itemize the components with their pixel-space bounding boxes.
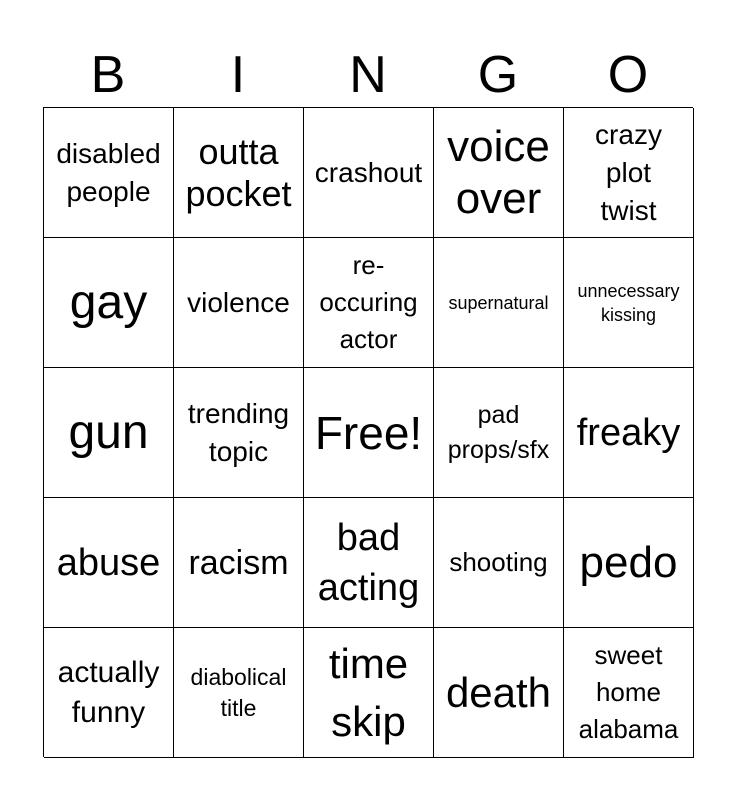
cell-label: violence — [187, 286, 290, 318]
bingo-cell[interactable] — [304, 628, 434, 758]
cell-label: crazy plot twist — [595, 118, 662, 226]
bingo-cell[interactable] — [434, 498, 564, 628]
bingo-cell[interactable] — [44, 108, 174, 238]
cell-label: outta pocket — [185, 130, 292, 214]
cell-label: pedo — [579, 537, 678, 587]
bingo-cell[interactable] — [304, 238, 434, 368]
bingo-cell[interactable] — [434, 238, 564, 368]
bingo-cell[interactable] — [564, 498, 694, 628]
cell-label: abuse — [56, 541, 161, 584]
cell-label: crashout — [314, 156, 423, 188]
bingo-header — [43, 44, 693, 106]
bingo-cell[interactable] — [174, 368, 304, 498]
header-letter-g: G — [477, 46, 519, 104]
bingo-cell[interactable] — [434, 108, 564, 238]
cell-label: voice over — [447, 121, 550, 223]
cell-label: actually funny — [57, 655, 160, 729]
bingo-cell[interactable] — [44, 628, 174, 758]
header-letter-n: N — [349, 46, 387, 104]
cell-label: bad acting — [317, 516, 420, 609]
bingo-cell[interactable] — [434, 368, 564, 498]
cell-label: gun — [68, 405, 149, 459]
cell-label: diabolical title — [190, 663, 287, 721]
bingo-cell[interactable] — [564, 628, 694, 758]
cell-label: gay — [69, 275, 148, 329]
bingo-cell[interactable] — [174, 238, 304, 368]
bingo-cell[interactable] — [304, 108, 434, 238]
bingo-cell free-space[interactable] — [304, 368, 434, 498]
cell-label: trending topic — [187, 397, 290, 467]
cell-label: racism — [188, 543, 289, 582]
bingo-cell[interactable] — [44, 498, 174, 628]
bingo-cell[interactable] — [564, 368, 694, 498]
header-letter-o: O — [607, 46, 649, 104]
cell-label: pad props/sfx — [447, 400, 550, 464]
bingo-board — [43, 107, 693, 757]
bingo-cell[interactable] — [44, 368, 174, 498]
cell-label: disabled people — [56, 137, 161, 207]
cell-label: sweet home alabama — [578, 640, 679, 744]
bingo-cell[interactable] — [44, 238, 174, 368]
cell-label: re- occuring actor — [319, 250, 418, 354]
cell-label: freaky — [576, 411, 681, 454]
cell-label: shooting — [449, 547, 548, 577]
bingo-cell[interactable] — [564, 238, 694, 368]
header-letter-i: I — [230, 46, 246, 104]
free-space-label: Free! — [314, 406, 423, 459]
bingo-cell[interactable] — [564, 108, 694, 238]
bingo-cell[interactable] — [174, 498, 304, 628]
bingo-cell[interactable] — [174, 108, 304, 238]
cell-label: supernatural — [448, 292, 549, 313]
bingo-cell[interactable] — [174, 628, 304, 758]
bingo-cell[interactable] — [434, 628, 564, 758]
cell-label: time skip — [328, 639, 409, 745]
header-letter-b: B — [90, 46, 126, 104]
cell-label: death — [445, 668, 552, 716]
bingo-cell[interactable] — [304, 498, 434, 628]
cell-label: unnecessary kissing — [577, 280, 680, 325]
